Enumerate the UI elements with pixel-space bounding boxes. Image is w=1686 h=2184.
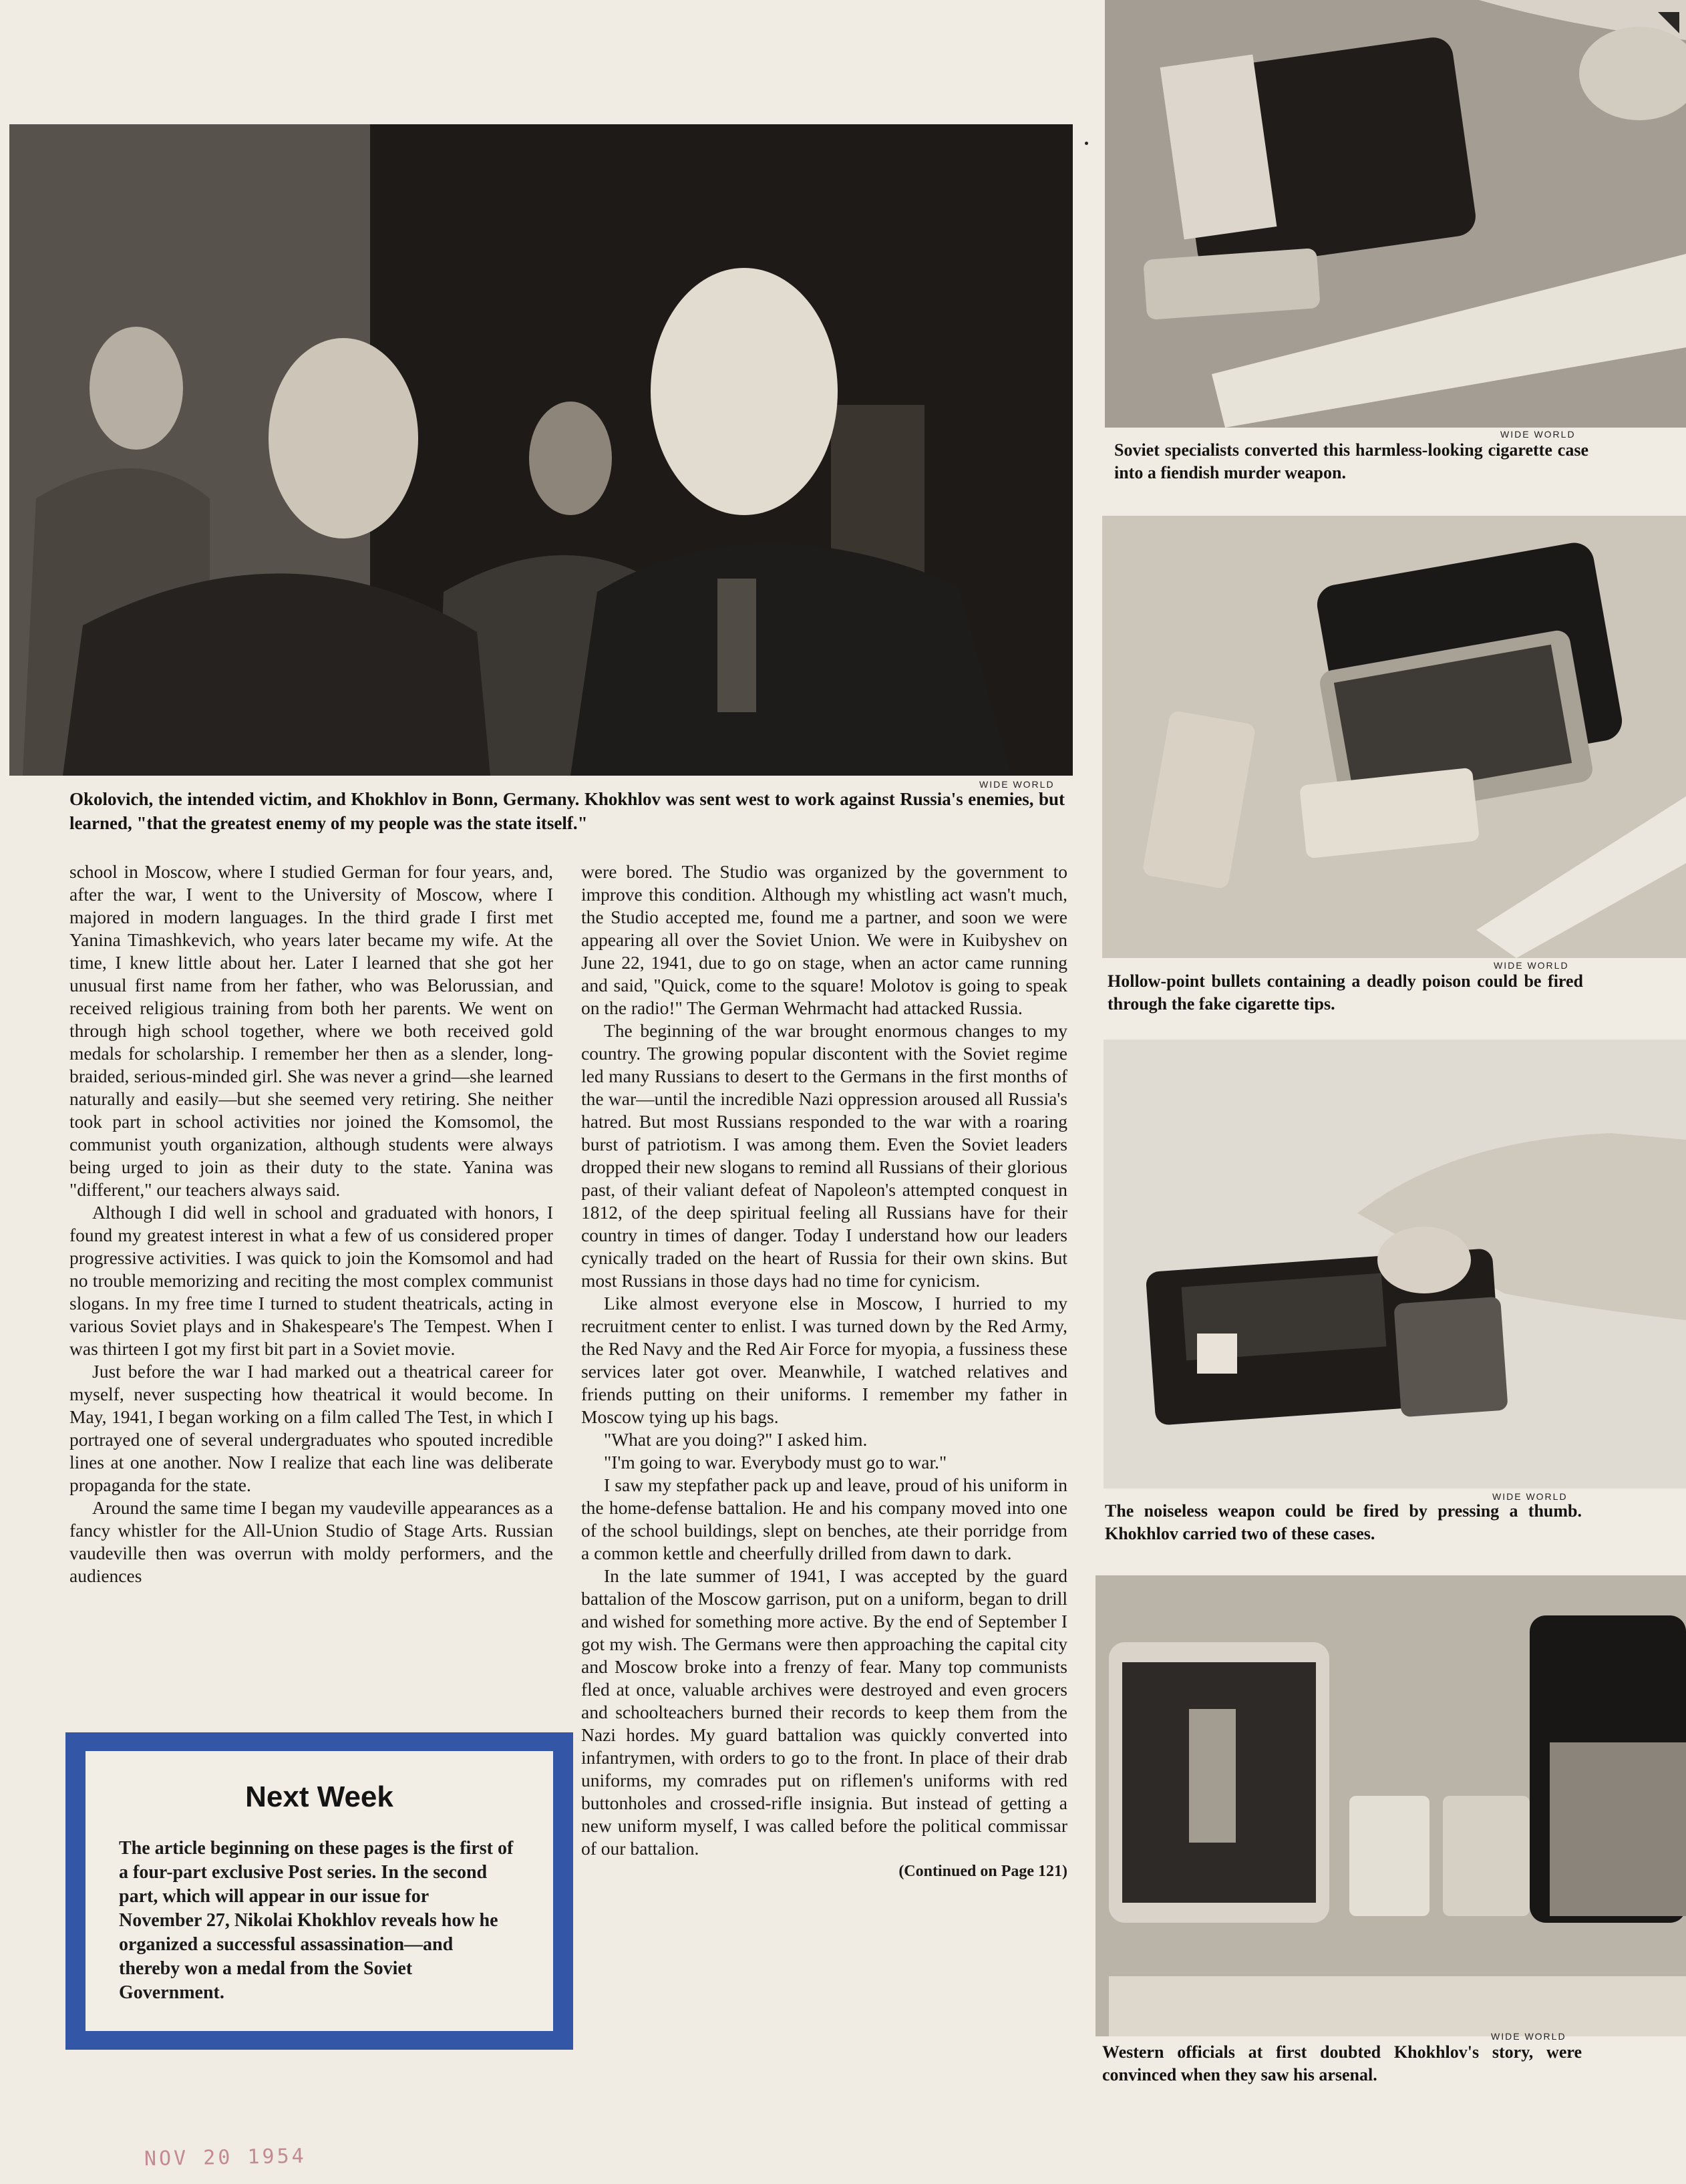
paragraph: school in Moscow, where I studied German for four years, and, after the war, I went to the University of Moscow, where I majored in modern languages. In the third grade I first met Yanina Timashkevich, who years later became my wife. At the time, I knew little about her. Later I learned that she got her unusual first name from her father, who was Belorussian, and received religious training from both her parents. We went on through high school together, where we both received gold medals for scholarship. I remember her then as a slender, long-braided, serious-minded girl. She was never a grind—she learned naturally and easily—but she seemed very retiring. She neither took part in school activities nor joined the Komsomol, the communist youth organization, although students were always being urged to join as their duty to the state. Yanina was "different," our teachers always said. bbox=[69, 861, 553, 1200]
side-photo-2-caption: Hollow-point bullets containing a deadly poison could be fired through the fake cigarette tips. bbox=[1108, 971, 1583, 1013]
page-corner-fold bbox=[1658, 12, 1679, 33]
article-column-1 bbox=[69, 861, 553, 1587]
article-column-2 bbox=[581, 861, 1067, 1883]
paragraph: Just before the war I had marked out a theatrical career for myself, never suspecting how theatrical it would become. In May, 1941, I began working on a film called The Test, in which I portrayed one of several undergraduates who spouted incredible lines at one another. Now I realize that each line was deliberate propaganda for the state. bbox=[69, 1361, 553, 1495]
side-photo-1 bbox=[1105, 0, 1686, 428]
main-photo-caption: Okolovich, the intended victim, and Khokhlov in Bonn, Germany. Khokhlov was sent west to work against Russia's enemies, but learned, "that the greatest enemy of my people was the state itself." bbox=[69, 789, 1065, 833]
main-photo bbox=[9, 124, 1073, 776]
paragraph: Like almost everyone else in Moscow, I hurried to my recruitment center to enlist. I was turned down by the Red Army, the Red Navy and the Red Air Force for myopia, a fussiness these services later got over. Meanwhile, I watched relatives and friends putting on their uniforms. I remember my father in Moscow tying up his bags. bbox=[581, 1293, 1067, 1427]
paragraph: "I'm going to war. Everybody must go to war." bbox=[604, 1452, 947, 1472]
next-week-title: Next Week bbox=[245, 1780, 393, 1813]
side-photo-4-credit: WIDE WORLD bbox=[1491, 2031, 1566, 2042]
side-photo-2-credit: WIDE WORLD bbox=[1494, 960, 1569, 971]
date-stamp: NOV 20 1954 bbox=[144, 2144, 307, 2171]
paragraph: were bored. The Studio was organized by the government to improve this condition. Although my whistling act wasn't much, the Studio accepted me, found me a partner, and soon we were appearing all over the Soviet Union. We were in Kuibyshev on June 22, 1941, due to go on stage, when an actor came running and said, "Quick, come to the square! Molotov is going to speak on the radio!" The German Wehrmacht had attacked Russia. bbox=[581, 861, 1067, 1018]
paragraph: Around the same time I began my vaudeville appearances as a fancy whistler for the All-Union Studio of Stage Arts. Russian vaudeville then was overrun with moldy performers, and the audiences bbox=[69, 1497, 553, 1586]
main-photo-credit: WIDE WORLD bbox=[979, 779, 1055, 790]
paragraph: In the late summer of 1941, I was accepted by the guard battalion of the Moscow garrison, put on a uniform, began to drill and wished for something more active. By the end of September I got my wish. The Germans were then approaching the capital city and Moscow broke into a frenzy of fear. Many top communists fled at once, valuable archives were destroyed and even grocers and schoolteachers burned their records to keep them from the Nazi hordes. My guard battalion was quickly converted into infantrymen, with orders to go to the front. In place of their drab uniforms, my comrades put on riflemen's uniforms with red buttonholes and crossed-rifle insignia. But instead of getting a new uniform myself, I was called before the political commissar of our battalion. bbox=[581, 1565, 1067, 1859]
next-week-box bbox=[65, 1732, 573, 2050]
paragraph: The beginning of the war brought enormous changes to my country. The growing popular discontent with the Soviet regime led many Russians to desert to the Germans in the first months of the war—until the incredible Nazi oppression aroused all Russia's hatred. But most Russians responded to the war with a roaring burst of patriotism. I was among them. Even the Soviet leaders dropped their new slogans to remind all Russians of their glorious past, of their valiant defeat of Napoleon's attempted conquest in 1812, of the deep spiritual feeling all Russians have for their country in times of danger. Today I understand how our leaders cynically traded on the heart of Russia for their own skins. But most Russians in those days had no time for cynicism. bbox=[581, 1020, 1067, 1291]
continued-note: (Continued on Page 121) bbox=[898, 1863, 1067, 1880]
side-photo-3-caption: The noiseless weapon could be fired by pressing a thumb. Khokhlov carried two of these cases. bbox=[1105, 1501, 1582, 1543]
side-photo-1-caption: Soviet specialists converted this harmless-looking cigarette case into a fiendish murder weapon. bbox=[1114, 440, 1588, 482]
side-photo-1-credit: WIDE WORLD bbox=[1500, 429, 1576, 440]
side-photo-4 bbox=[1095, 1575, 1686, 2036]
paragraph: I saw my stepfather pack up and leave, proud of his uniform in the home-defense battalion. He and his company moved into one of the school buildings, slept on benches, ate their porridge from a common kettle and cheerfully drilled from dawn to dark. bbox=[581, 1474, 1067, 1563]
side-photo-3-credit: WIDE WORLD bbox=[1492, 1491, 1568, 1502]
next-week-body: The article beginning on these pages is the first of a four-part exclusive Post series. In the second part, which will appear in our issue for November 27, Nikolai Khokhlov reveals how he organized a successful assassination—and thereby won a medal from the Soviet Government. bbox=[119, 1838, 514, 2003]
paragraph: Although I did well in school and graduated with honors, I found my greatest interest in what a few of us considered proper progressive activities. I was quick to join the Komsomol and had no trouble memorizing and reciting the most complex communist slogans. In my free time I turned to student theatricals, acting in various Soviet plays and in Shakespeare's The Tempest. When I was thirteen I got my first bit part in a Soviet movie. bbox=[69, 1202, 553, 1359]
next-week-inner bbox=[86, 1751, 553, 2031]
page-speck bbox=[1085, 142, 1088, 145]
side-photo-2 bbox=[1102, 516, 1686, 958]
paragraph: "What are you doing?" I asked him. bbox=[604, 1429, 868, 1450]
side-photo-4-caption: Western officials at first doubted Khokhlov's story, were convinced when they saw his arsenal. bbox=[1102, 2042, 1582, 2084]
side-photo-3 bbox=[1104, 1040, 1686, 1489]
